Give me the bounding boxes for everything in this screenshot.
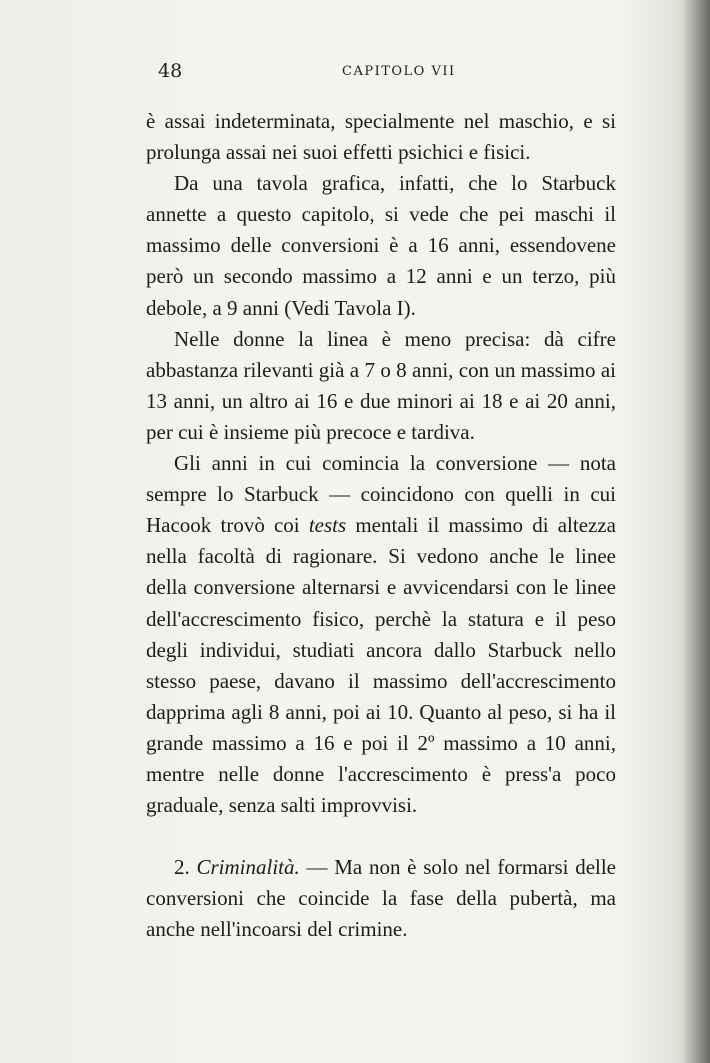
section-title: Criminalità. (196, 855, 300, 880)
paragraph-1: è assai indeterminata, specialmente nel maschio, e si prolunga assai nei suoi effetti psichici e fisici. (146, 109, 616, 165)
section-number: 2. (174, 855, 190, 880)
page-header (146, 60, 616, 86)
paragraph-2: Da una tavola grafica, infatti, che lo Starbuck annette a questo capitolo, si vede che pei maschi il massimo delle conversioni è a 16 anni, essendovene però un secondo massimo a 12 anni e un terzo, più debole, a 9 anni (Vedi Tavola I). (146, 171, 616, 320)
italic-term-tests: tests (308, 513, 347, 538)
section-text: — Ma non è solo nel formarsi delle conversioni che coincide la fase della pubertà, ma anche nell'incoarsi del crimine. (146, 855, 617, 942)
body-text (146, 106, 616, 945)
section-criminalita (146, 852, 616, 945)
paragraph-4-text-after: mentali il massimo di altezza nella facoltà di ragionare. Si vedono anche le linee della conversione alternarsi e avvicendarsi con le linee dell'accrescimento fisico, perchè la statura e il peso degli individui, studiati ancora dallo Starbuck nello stesso paese, davano il massimo dell'accrescimento dapprima agli 8 anni, poi ai 10. Quanto al peso, si ha il grande massimo a 16 e poi il 2º massimo a 10 anni, mentre nelle donne l'accrescimento è press'a poco graduale, senza salti improvvisi. (146, 513, 616, 818)
spine-shadow (682, 0, 710, 1063)
running-head: CAPITOLO VII (342, 64, 456, 79)
paragraph-4-text-before: Gli anni in cui comincia la conversione — nota sempre lo Starbuck — coincidono con quelli in cui Hacook trovò coi (146, 451, 616, 538)
paragraph-4 (146, 448, 616, 821)
page-number: 48 (158, 60, 183, 82)
paragraph-3: Nelle donne la linea è meno precisa: dà cifre abbastanza rilevanti già a 7 o 8 anni, con un massimo ai 13 anni, un altro ai 16 e due minori ai 18 e ai 20 anni, per cui è insieme più precoce e tardiva. (146, 326, 616, 444)
